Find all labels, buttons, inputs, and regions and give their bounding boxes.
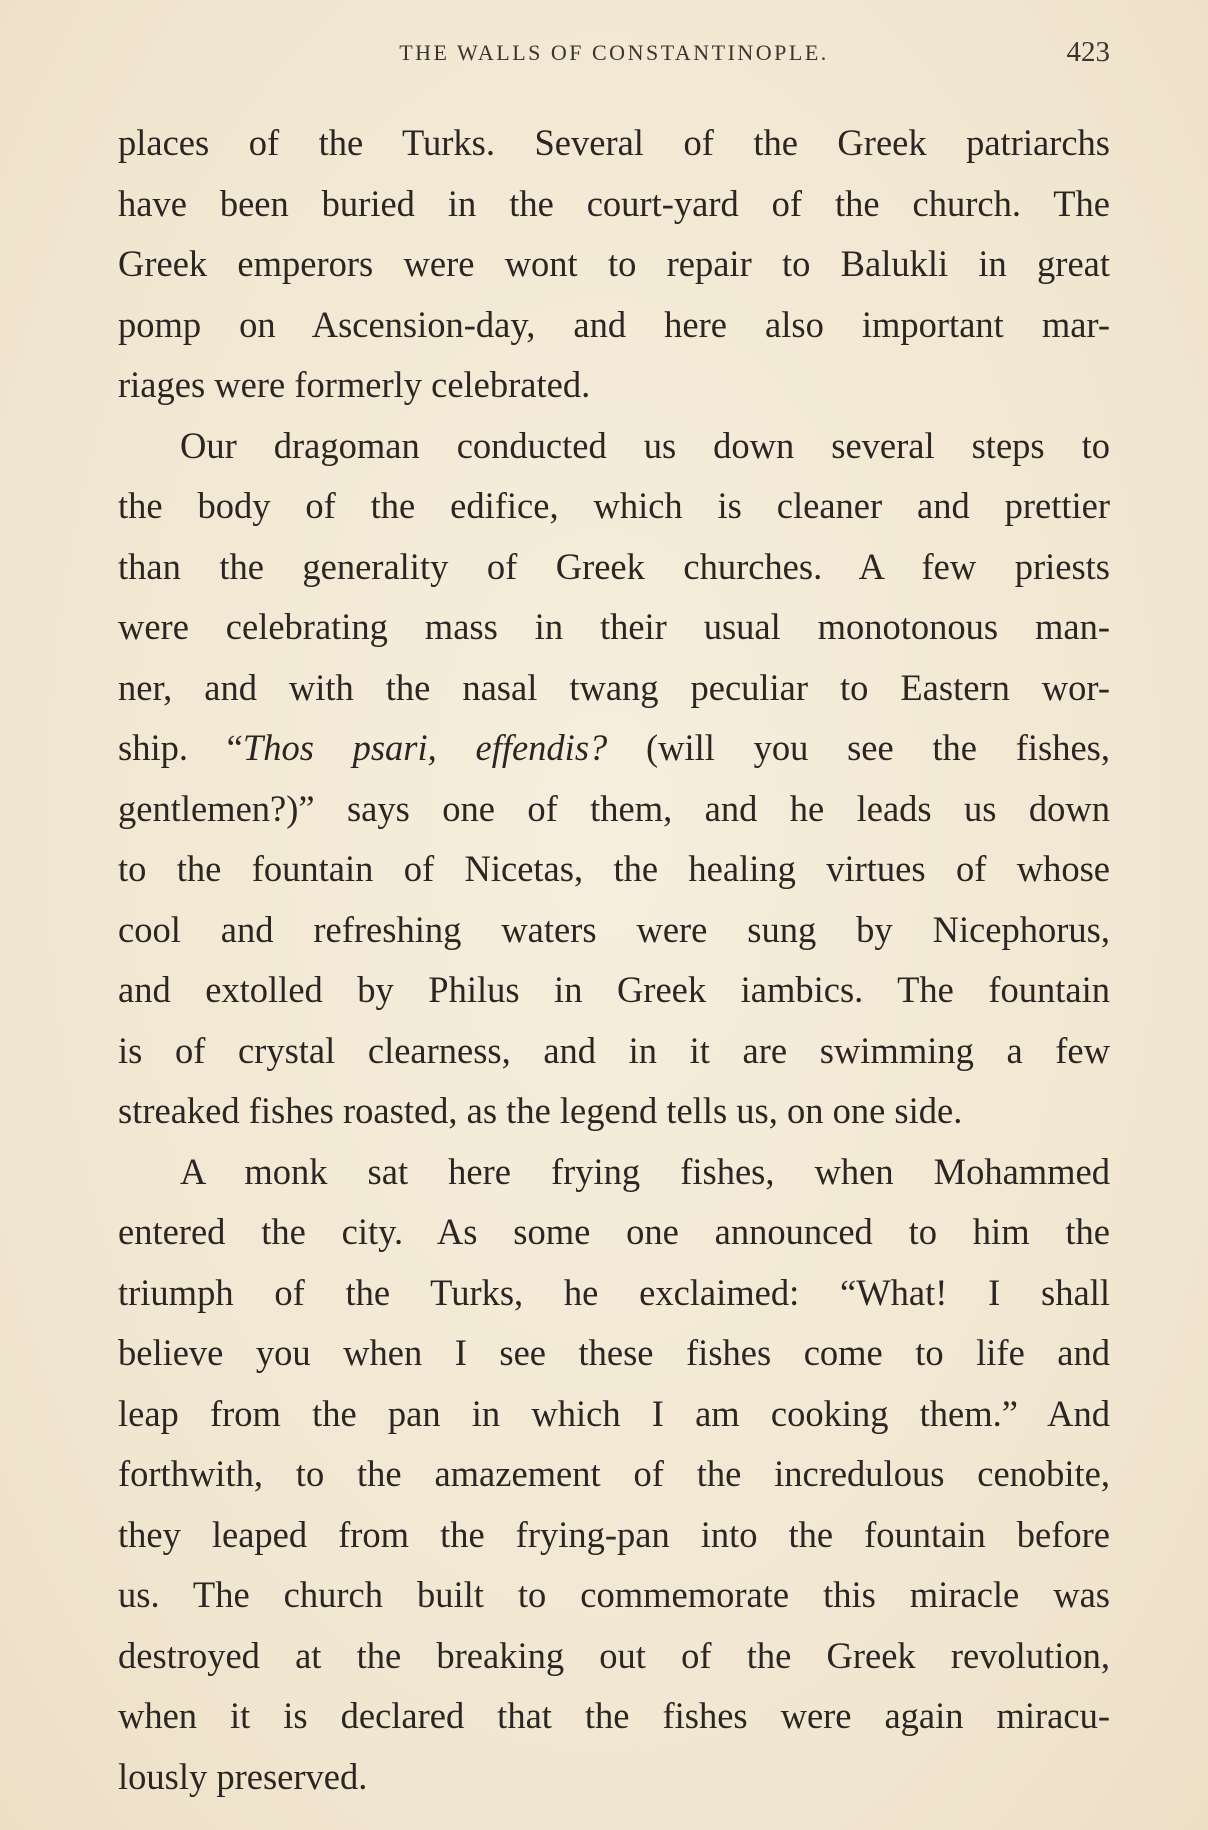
text-line: were celebrating mass in their usual monotonous man- bbox=[118, 606, 1110, 647]
text-line: have been buried in the court-yard of the church. The bbox=[118, 182, 1110, 224]
text-line: Greek emperors were wont to repair to Balukli in great bbox=[118, 243, 1110, 284]
text-line-with-greek-phrase bbox=[118, 718, 1110, 779]
text-line: cool and refreshing waters were sung by Nicephorus, bbox=[118, 908, 1110, 950]
text-line: they leaped from the frying-pan into the fountain before bbox=[118, 1513, 1110, 1555]
text-line: triumph of the Turks, he exclaimed: “What! I shall bbox=[118, 1271, 1110, 1313]
text-line: riages were formerly celebrated. bbox=[118, 364, 591, 405]
paragraph-first-line: Our dragoman conducted us down several steps to bbox=[180, 424, 1110, 466]
text-line: places of the Turks. Several of the Greek patriarchs bbox=[118, 122, 1110, 163]
text-line: streaked fishes roasted, as the legend tells us, on one side. bbox=[118, 1090, 963, 1131]
text-line: lously preserved. bbox=[118, 1755, 368, 1797]
text-line: than the generality of Greek churches. A few priests bbox=[118, 545, 1110, 587]
page-number: 423 bbox=[1066, 36, 1110, 68]
line-text-after: (will you see the fishes, bbox=[607, 727, 1110, 768]
text-line: forthwith, to the amazement of the incredulous cenobite, bbox=[118, 1453, 1110, 1494]
line-text-before: ship. “ bbox=[118, 727, 243, 768]
text-line: entered the city. As some one announced to him the bbox=[118, 1211, 1110, 1252]
body-text bbox=[118, 113, 1110, 1807]
text-line: ner, and with the nasal twang peculiar to Eastern wor- bbox=[118, 666, 1110, 708]
text-line: to the fountain of Nicetas, the healing virtues of whose bbox=[118, 848, 1110, 889]
text-line: us. The church built to commemorate this miracle was bbox=[118, 1574, 1110, 1615]
paragraph-first-line: A monk sat here frying fishes, when Mohammed bbox=[180, 1150, 1110, 1192]
greek-phrase-italic: Thos psari, effendis? bbox=[242, 727, 608, 768]
text-line: gentlemen?)” says one of them, and he leads us down bbox=[118, 787, 1110, 829]
text-line: leap from the pan in which I am cooking them.” And bbox=[118, 1392, 1110, 1434]
text-line: is of crystal clearness, and in it are swimming a few bbox=[118, 1029, 1110, 1071]
text-line: when it is declared that the fishes were again miracu- bbox=[118, 1695, 1110, 1736]
text-line: the body of the edifice, which is cleaner and prettier bbox=[118, 485, 1110, 526]
text-line: believe you when I see these fishes come to life and bbox=[118, 1332, 1110, 1373]
text-line: pomp on Ascension-day, and here also important mar- bbox=[118, 303, 1110, 345]
running-title: THE WALLS OF CONSTANTINOPLE. bbox=[399, 40, 829, 65]
text-line: and extolled by Philus in Greek iambics. The fountain bbox=[118, 969, 1110, 1010]
text-line: destroyed at the breaking out of the Greek revolution, bbox=[118, 1634, 1110, 1676]
running-head bbox=[118, 36, 1110, 76]
